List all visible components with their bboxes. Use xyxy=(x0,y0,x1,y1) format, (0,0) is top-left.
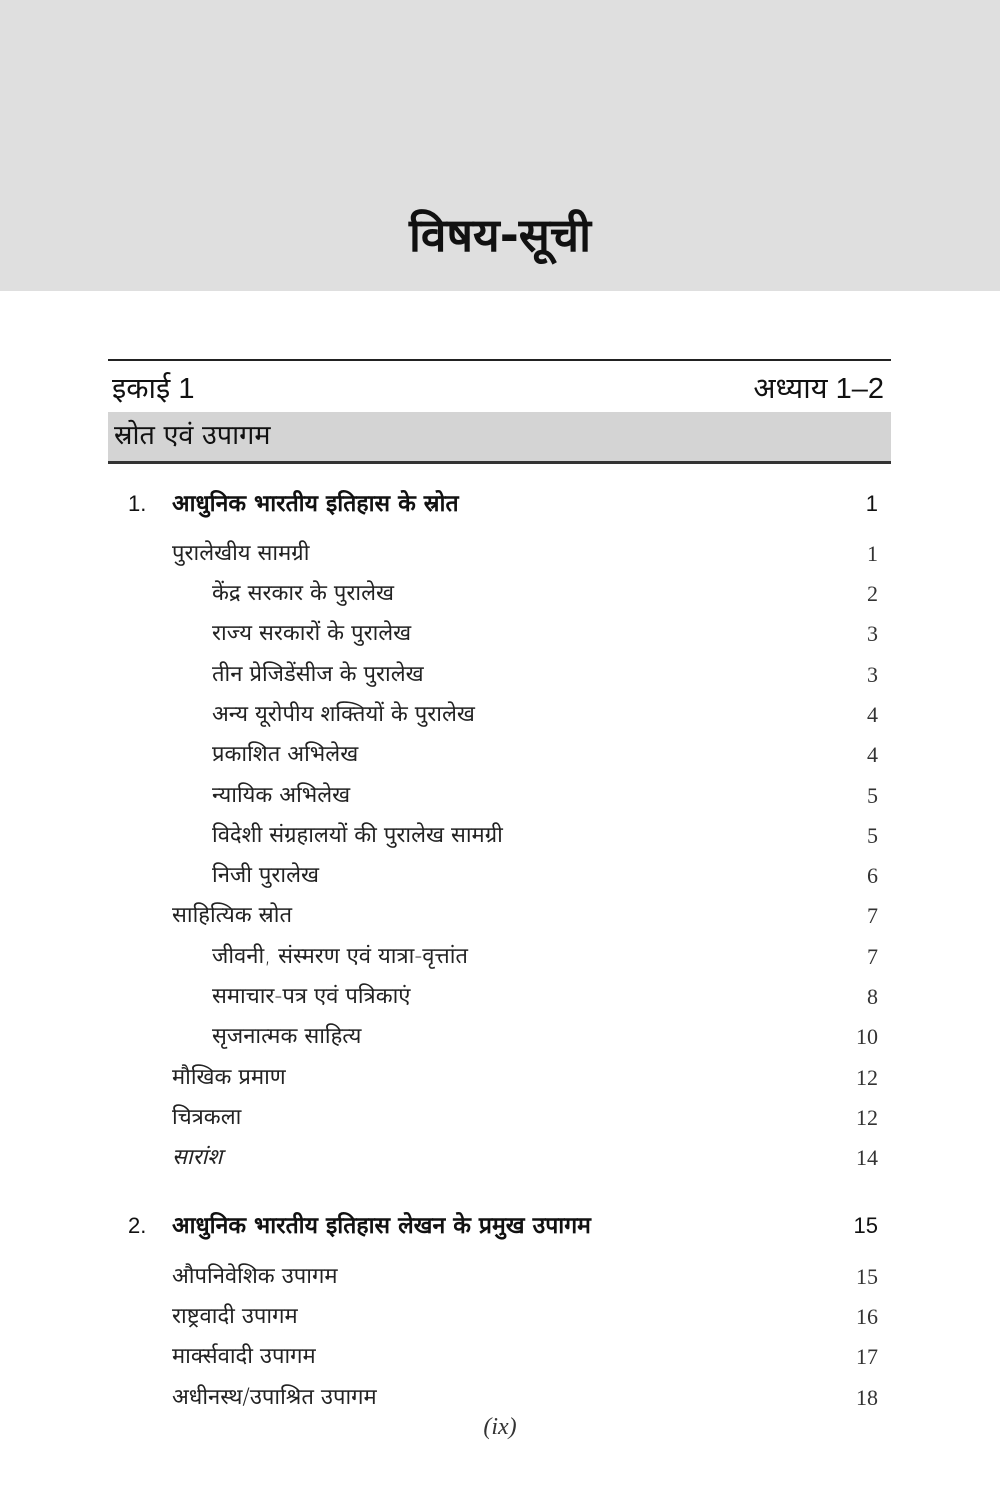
toc-chapter-entry[interactable] xyxy=(0,1206,1000,1246)
toc-entry-label: मौखिक प्रमाण xyxy=(172,1065,286,1090)
toc-entry-label: न्यायिक अभिलेख xyxy=(212,783,351,808)
toc-entry-label: सारांश xyxy=(172,1145,223,1170)
toc-entry-label: राष्ट्रवादी उपागम xyxy=(172,1304,298,1329)
toc-entry[interactable] xyxy=(0,655,1000,695)
toc-page-number: 1 xyxy=(865,491,878,516)
toc-entry-label: आधुनिक भारतीय इतिहास के स्रोत xyxy=(172,491,459,517)
unit-header xyxy=(112,365,884,409)
toc-entry[interactable] xyxy=(0,574,1000,614)
toc-chapter-number: 1. xyxy=(128,491,147,516)
toc-page-number: 8 xyxy=(867,984,878,1009)
toc-entry[interactable] xyxy=(0,776,1000,816)
unit-label: इकाई 1 xyxy=(112,372,195,405)
unit-title-bar xyxy=(108,412,891,464)
toc-entry[interactable] xyxy=(0,896,1000,936)
toc-entry[interactable] xyxy=(0,1378,1000,1418)
toc-page-number: 1 xyxy=(867,541,878,566)
toc-entry-label: निजी पुरालेख xyxy=(212,863,320,888)
toc-entry-label: चित्रकला xyxy=(172,1105,242,1130)
toc-entry[interactable] xyxy=(0,1058,1000,1098)
toc-chapter-entry[interactable] xyxy=(0,484,1000,524)
toc-entry[interactable] xyxy=(0,695,1000,735)
toc-entry-label: अन्य यूरोपीय शक्तियों के पुरालेख xyxy=(212,702,475,727)
toc-page-number: 5 xyxy=(867,823,878,848)
toc-page-number: 14 xyxy=(856,1145,878,1170)
toc-entry-label: राज्य सरकारों के पुरालेख xyxy=(212,621,412,646)
toc-entry-label: आधुनिक भारतीय इतिहास लेखन के प्रमुख उपागम xyxy=(172,1213,591,1239)
toc-page-number: 4 xyxy=(867,742,878,767)
toc-page-number: 15 xyxy=(853,1213,878,1238)
toc-entry[interactable] xyxy=(0,1337,1000,1377)
toc-page-number: 12 xyxy=(856,1105,878,1130)
unit-top-rule xyxy=(108,359,891,361)
toc-chapter-number: 2. xyxy=(128,1213,147,1238)
toc-entry[interactable] xyxy=(0,1138,1000,1178)
toc-entry-label: औपनिवेशिक उपागम xyxy=(172,1264,338,1289)
toc-page-number: 15 xyxy=(856,1264,878,1289)
toc-entry[interactable] xyxy=(0,816,1000,856)
toc-entry-label: साहित्यिक स्रोत xyxy=(172,903,293,928)
toc-entry-label: प्रकाशित अभिलेख xyxy=(212,742,359,767)
toc-entry-label: मार्क्सवादी उपागम xyxy=(172,1344,316,1369)
toc-page-number: 10 xyxy=(856,1024,878,1049)
toc-page-number: 3 xyxy=(867,621,878,646)
toc-entry-label: जीवनी, संस्मरण एवं यात्रा-वृत्तांत xyxy=(212,944,468,969)
toc-page-number: 17 xyxy=(856,1344,878,1369)
toc-entry[interactable] xyxy=(0,1257,1000,1297)
toc-page-number: 7 xyxy=(867,903,878,928)
toc-page-number: 3 xyxy=(867,662,878,687)
page-title: विषय-सूची xyxy=(408,208,592,262)
toc-page-number: 12 xyxy=(856,1065,878,1090)
toc-entry[interactable] xyxy=(0,1098,1000,1138)
toc-page-number: 7 xyxy=(867,944,878,969)
toc-entry[interactable] xyxy=(0,977,1000,1017)
toc-entry[interactable] xyxy=(0,937,1000,977)
toc-page-number: 4 xyxy=(867,702,878,727)
toc-entry-label: विदेशी संग्रहालयों की पुरालेख सामग्री xyxy=(212,823,503,848)
toc-entry-label: केंद्र सरकार के पुरालेख xyxy=(212,581,395,606)
toc-entry[interactable] xyxy=(0,735,1000,775)
toc-entry[interactable] xyxy=(0,534,1000,574)
toc-page-number: 18 xyxy=(856,1385,878,1410)
page-folio: (ix) xyxy=(483,1414,517,1440)
toc-entry-label: पुरालेखीय सामग्री xyxy=(172,541,310,566)
toc-page-number: 16 xyxy=(856,1304,878,1329)
unit-chapters-range: अध्याय 1–2 xyxy=(753,372,884,405)
toc-entry-label: अधीनस्थ/उपाश्रित उपागम xyxy=(172,1385,377,1410)
toc-page-number: 6 xyxy=(867,863,878,888)
toc-entry[interactable] xyxy=(0,1017,1000,1057)
toc-page-number: 5 xyxy=(867,783,878,808)
toc-entry-label: तीन प्रेजिडेंसीज के पुरालेख xyxy=(212,662,424,687)
toc-entry-label: समाचार-पत्र एवं पत्रिकाएं xyxy=(212,984,411,1009)
toc-entry[interactable] xyxy=(0,856,1000,896)
toc-page-number: 2 xyxy=(867,581,878,606)
toc-entry[interactable] xyxy=(0,1297,1000,1337)
unit-title: स्रोत एवं उपागम xyxy=(114,420,271,451)
toc-entry[interactable] xyxy=(0,614,1000,654)
toc-entry-label: सृजनात्मक साहित्य xyxy=(212,1024,362,1049)
